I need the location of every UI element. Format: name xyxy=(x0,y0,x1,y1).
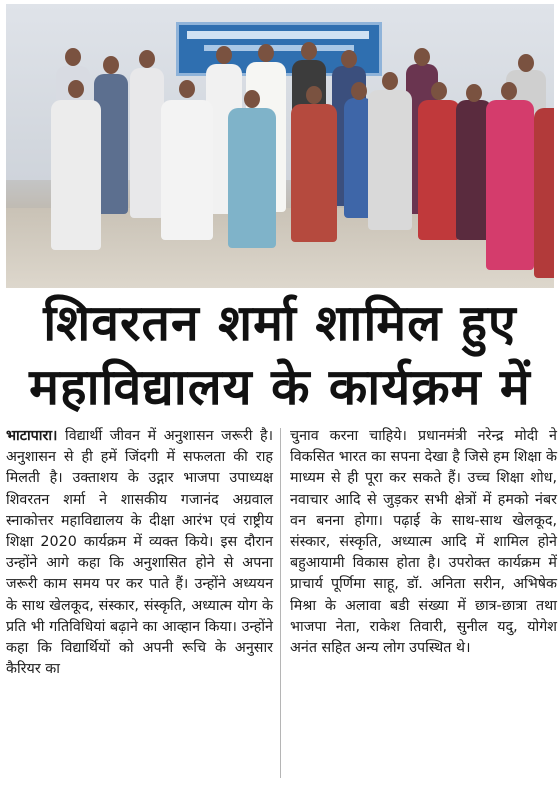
article-column-right xyxy=(290,426,557,659)
headline-line-1: शिवरतन शर्मा शामिल हुए xyxy=(43,294,517,352)
dateline: भाटापारा। xyxy=(6,428,58,444)
article-column-left xyxy=(6,426,273,680)
headline-line-2: महाविद्यालय के कार्यक्रम में xyxy=(29,358,531,416)
column-left-text: विद्यार्थी जीवन में अनुशासन जरूरी है। अनुशासन से ही हमें जिंदगी में सफलता की राह मिलती है। उक्ताशय के उद्गार भाजपा उपाध्यक्ष शिवरतन शर्मा ने शासकीय गजानंद अग्रवाल स्नाकोत्तर महाविद्यालय के दीक्षा आरंभ एवं राष्ट्रीय शिक्षा 2020 कार्यक्रम में व्यक्त किये। इस दौरान उन्होंने आगे कहा कि अनुशासित होने से अपना जरूरी काम समय पर कर पाते हैं। उन्होंने अध्ययन के साथ खेलकूद, संस्कार, संस्कृति, अध्यात्म योग के प्रति भी गतिविधियां बढ़ाने का आव्हान किया। उन्होंने कहा कि विद्यार्थियों को अपनी रूचि के अनुसार कैरियर का xyxy=(6,428,273,678)
group-photo xyxy=(6,4,554,288)
column-right-text: चुनाव करना चाहिये। प्रधानमंत्री नरेन्द्र मोदी ने विकसित भारत का सपना देखा है जिसे हम शिक्षा के माध्यम से ही पूरा कर सकते हैं। उच्च शिक्षा शोध, नवाचार आदि से जुड़कर सभी क्षेत्रों में हमको नंबर वन बनना होगा। पढ़ाई के साथ-साथ खेलकूद, संस्कार, संस्कृति, अध्यात्म आदि में शामिल होने बहुआयामी विकास होता है। उपरोक्त कार्यक्रम में प्राचार्य पूर्णिमा साहू, डॉ. अनिता सरीन, अभिषेक मिश्रा के अलावा बडी संख्या में छात्र-छात्रा तथा भाजपा नेता, राकेश तिवारी, सुनील यदु, योगेश अनंत सहित अन्य लोग उपस्थित थे। xyxy=(290,428,557,657)
column-divider xyxy=(280,428,281,778)
